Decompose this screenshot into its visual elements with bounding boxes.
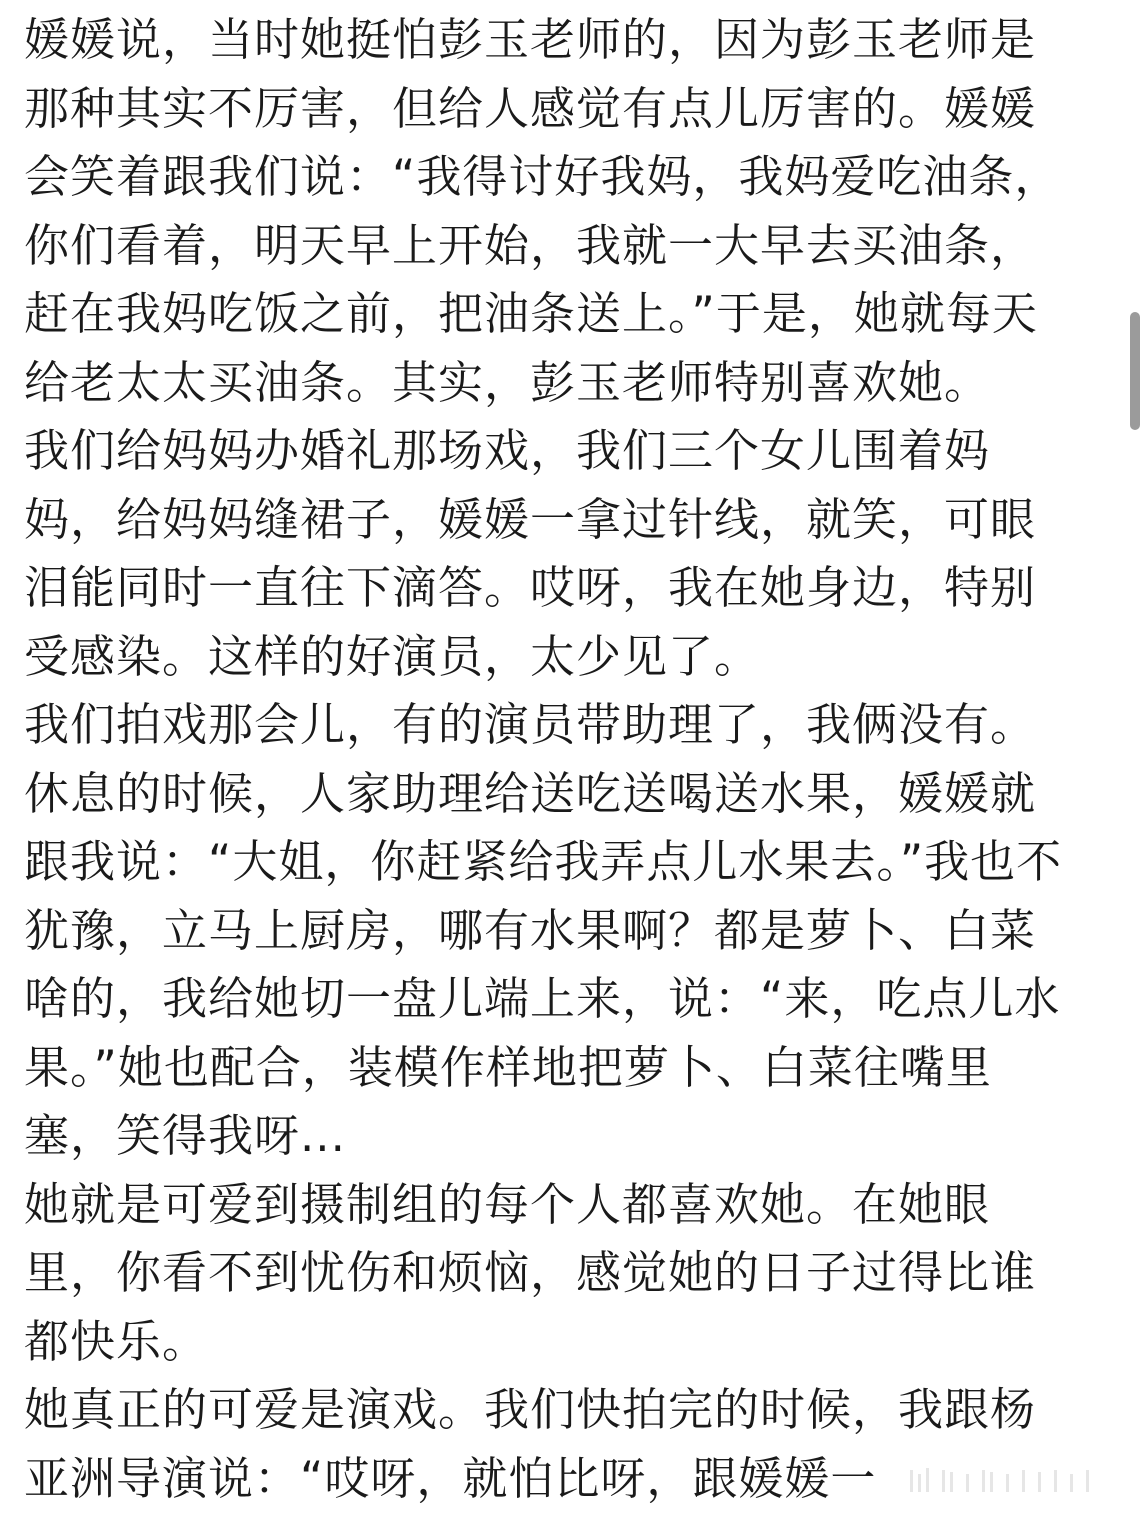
text-line: 啥的，我给她切一盘儿端上来，说：“来，吃点儿水	[24, 972, 1061, 1025]
text-line: 我们拍戏那会儿，有的演员带助理了，我俩没有。	[24, 698, 1037, 751]
text-line: 妈，给妈妈缝裙子，媛媛一拿过针线，就笑，可眼	[24, 492, 1037, 546]
text-line: 给老太太买油条。其实，彭玉老师特别喜欢她。	[24, 355, 991, 409]
text-line: 受感染。这样的好演员，太少见了。	[24, 629, 761, 683]
text-line: 她就是可爱到摄制组的每个人都喜欢她。在她眼	[24, 1177, 991, 1231]
text-line: 泪能同时一直往下滴答。哎呀，我在她身边，特别	[24, 561, 1037, 614]
text-line: 赶在我妈吃饭之前，把油条送上。”于是，她就每天	[24, 287, 1038, 340]
text-line: 都快乐。	[24, 1314, 209, 1368]
text-line: 果。”她也配合，装模作样地把萝卜、白菜往嘴里	[24, 1040, 992, 1094]
scrollbar-thumb[interactable]	[1130, 312, 1140, 430]
text-line: 里，你看不到忧伤和烦恼，感觉她的日子过得比谁	[24, 1246, 1037, 1299]
text-line: 塞，笑得我呀...	[24, 1109, 346, 1162]
text-line: 我们给妈妈办婚礼那场戏，我们三个女儿围着妈	[24, 424, 991, 477]
text-line: 你们看着，明天早上开始，我就一大早去买油条，	[24, 218, 1037, 272]
text-line: 媛媛说，当时她挺怕彭玉老师的，因为彭玉老师是	[24, 13, 1037, 66]
text-line: 她真正的可爱是演戏。我们快拍完的时候，我跟杨	[24, 1383, 1037, 1436]
text-line: 休息的时候，人家助理给送吃送喝送水果，媛媛就	[24, 766, 1037, 820]
text-line: 犹豫，立马上厨房，哪有水果啊？都是萝卜、白菜	[24, 903, 1037, 957]
weibo-watermark-icon	[896, 1460, 1121, 1510]
article-body	[24, 6, 1114, 1513]
text-line: 跟我说：“大姐，你赶紧给我弄点儿水果去。”我也不	[24, 835, 1063, 888]
text-line: 那种其实不厉害，但给人感觉有点儿厉害的。媛媛	[24, 81, 1037, 135]
text-line: 亚洲导演说：“哎呀，就怕比呀，跟媛媛一	[24, 1451, 877, 1505]
text-line: 会笑着跟我们说：“我得讨好我妈，我妈爱吃油条，	[24, 150, 1061, 203]
